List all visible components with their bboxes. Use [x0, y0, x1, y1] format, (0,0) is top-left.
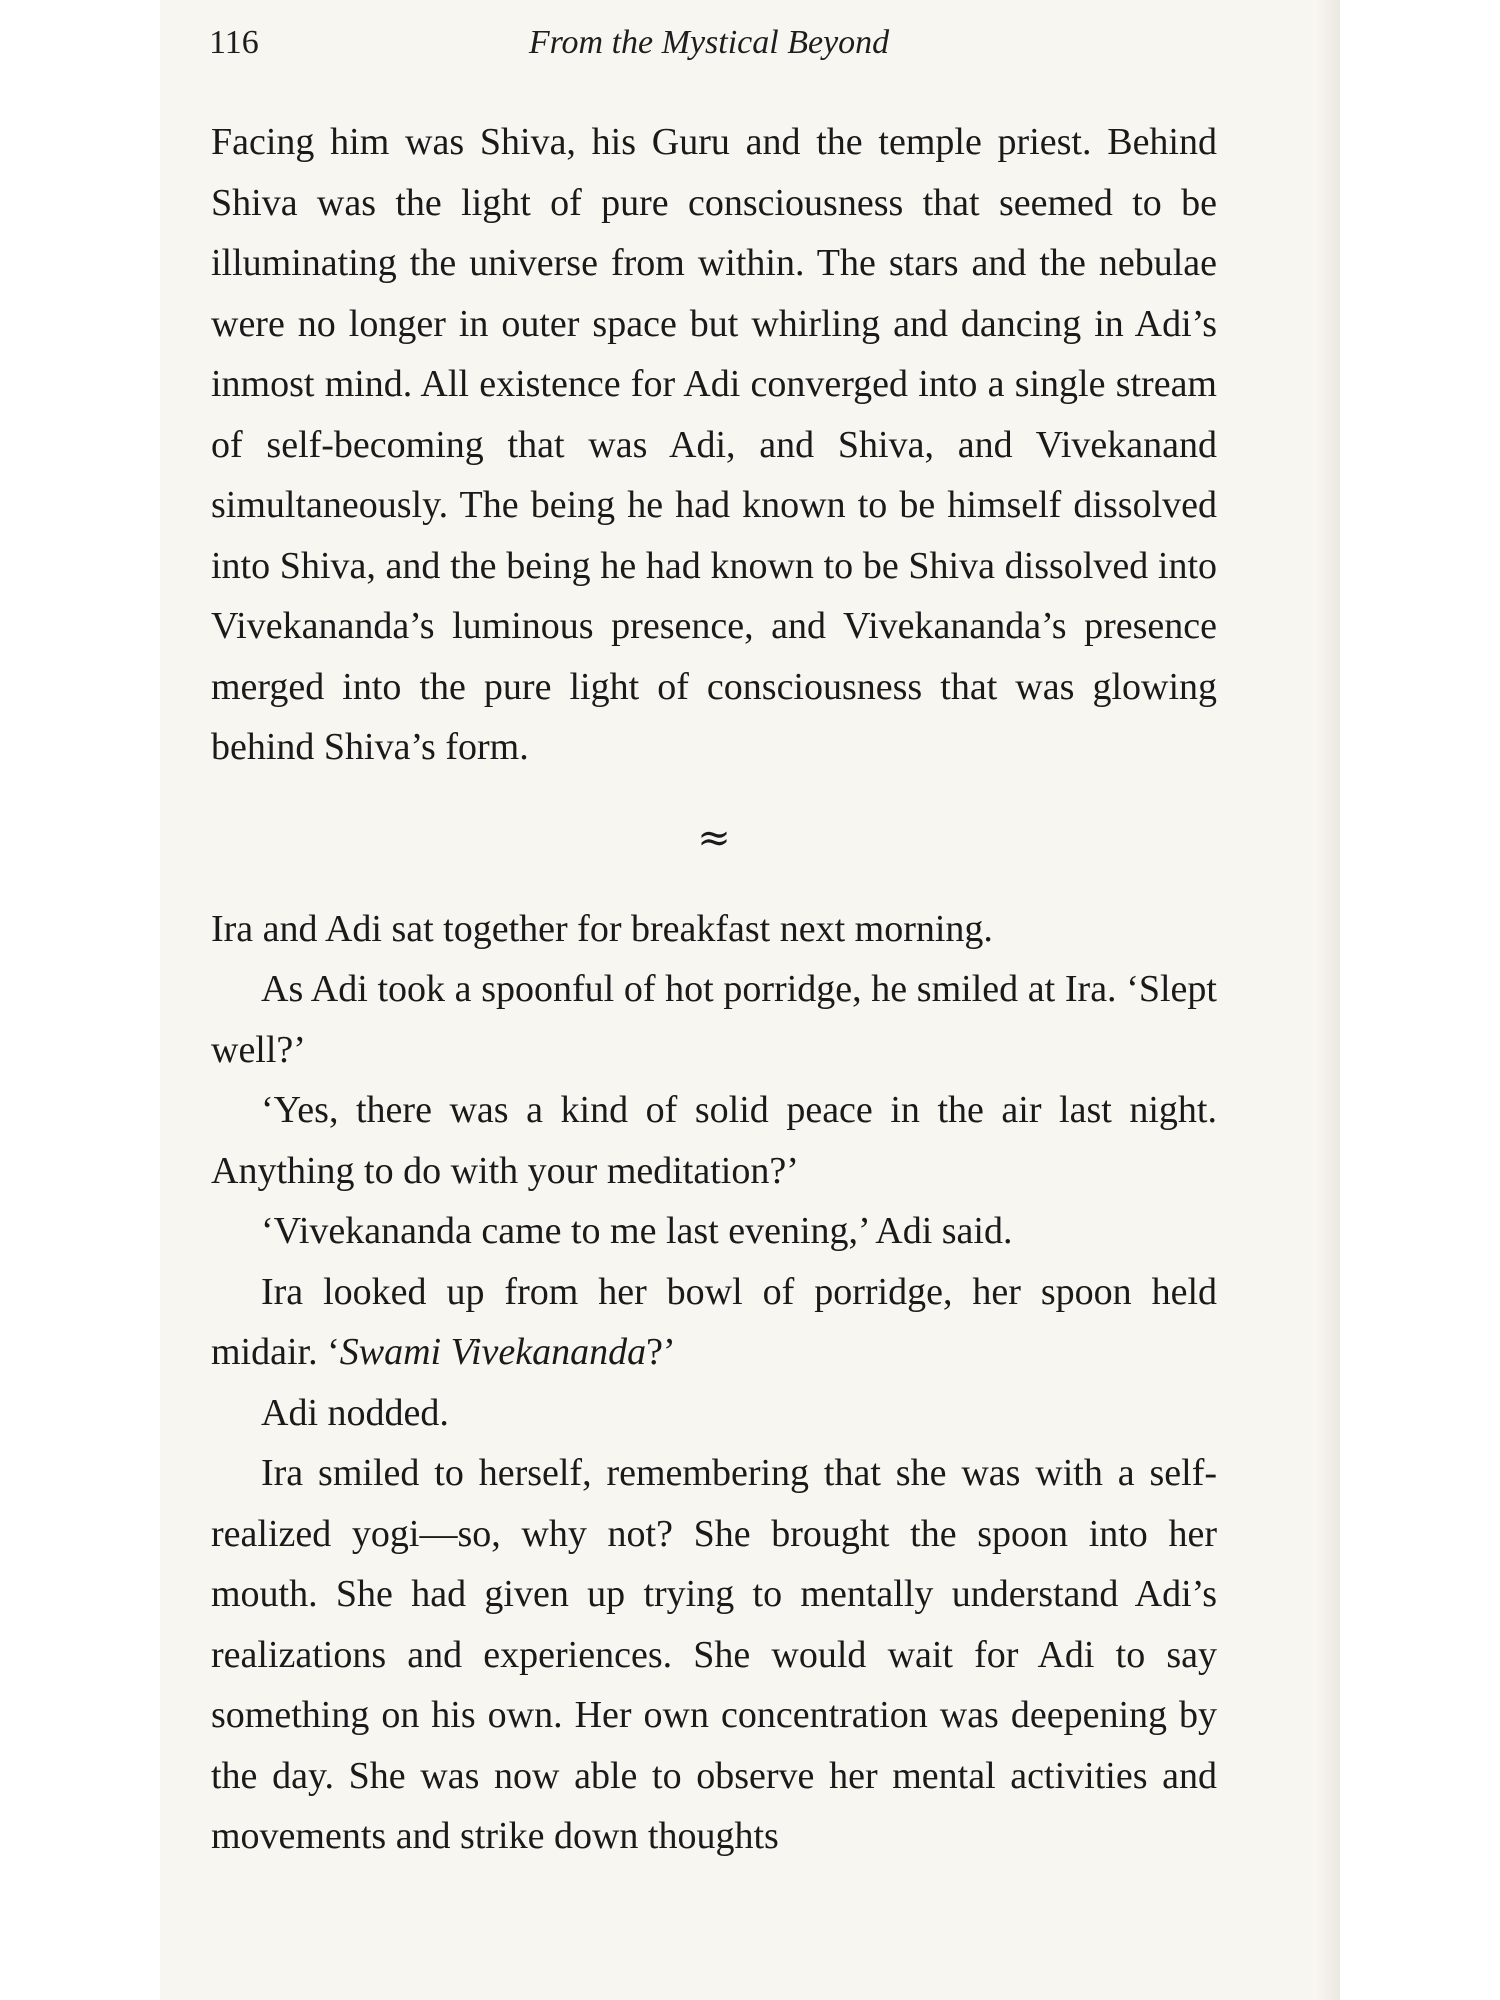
paragraph-adi-nodded: Adi nodded. — [261, 1391, 449, 1434]
page-header — [209, 24, 1209, 74]
looked-up-closing: ?’ — [646, 1331, 676, 1373]
page-number: 116 — [209, 24, 259, 61]
paragraph-vision: Facing him was Shiva, his Guru and the temple priest. Behind Shiva was the light of pure consciousness that seemed to be illuminating the universe from within. The stars and the nebulae were no longer in outer space but whirling and dancing in Adi’s inmost mind. All existence for Adi converged into a single stream of self-becoming that was Adi, and Shiva, and Vivekanand simultaneously. The being he had known to be himself dissolved into Shiva, and the being he had known to be Shiva dissolved into Vivekananda’s luminous presence, and Vivekananda’s presence merged into the pure light of consciousness that was glowing behind Shiva’s form. — [211, 121, 1217, 768]
body-text — [211, 112, 1217, 1867]
running-title: From the Mystical Beyond — [528, 24, 890, 61]
swami-vivekananda-italic: Swami Vivekananda — [339, 1331, 647, 1373]
paragraph-porridge: As Adi took a spoonful of hot porridge, he smiled at Ira. ‘Slept well?’ — [211, 968, 1217, 1071]
page-edge-shadow — [1316, 0, 1340, 2000]
paragraph-breakfast: Ira and Adi sat together for breakfast next morning. — [211, 907, 993, 950]
book-page — [160, 0, 1340, 2000]
looked-up-text: Ira looked up from her bowl of porridge, her spoon held midair. ‘ — [211, 1270, 1217, 1373]
paragraph-ira-smiled: Ira smiled to herself, remembering that she was with a self-realized yogi—so, why not? She brought the spoon into her mouth. She had given up trying to mentally understand Adi’s realizations and experiences. She would wait for Adi to say something on his own. Her own concentration was deepening by the day. She was now able to observe her mental activities and movements and strike down thoughts — [211, 1452, 1217, 1857]
paragraph-peace: ‘Yes, there was a kind of solid peace in the air last night. Anything to do with your meditation?’ — [211, 1089, 1217, 1192]
paragraph-looked-up — [211, 1262, 1217, 1383]
section-break-ornament: ≈ — [697, 814, 731, 861]
paragraph-vivekananda-came: ‘Vivekananda came to me last evening,’ Adi said. — [261, 1210, 1013, 1252]
